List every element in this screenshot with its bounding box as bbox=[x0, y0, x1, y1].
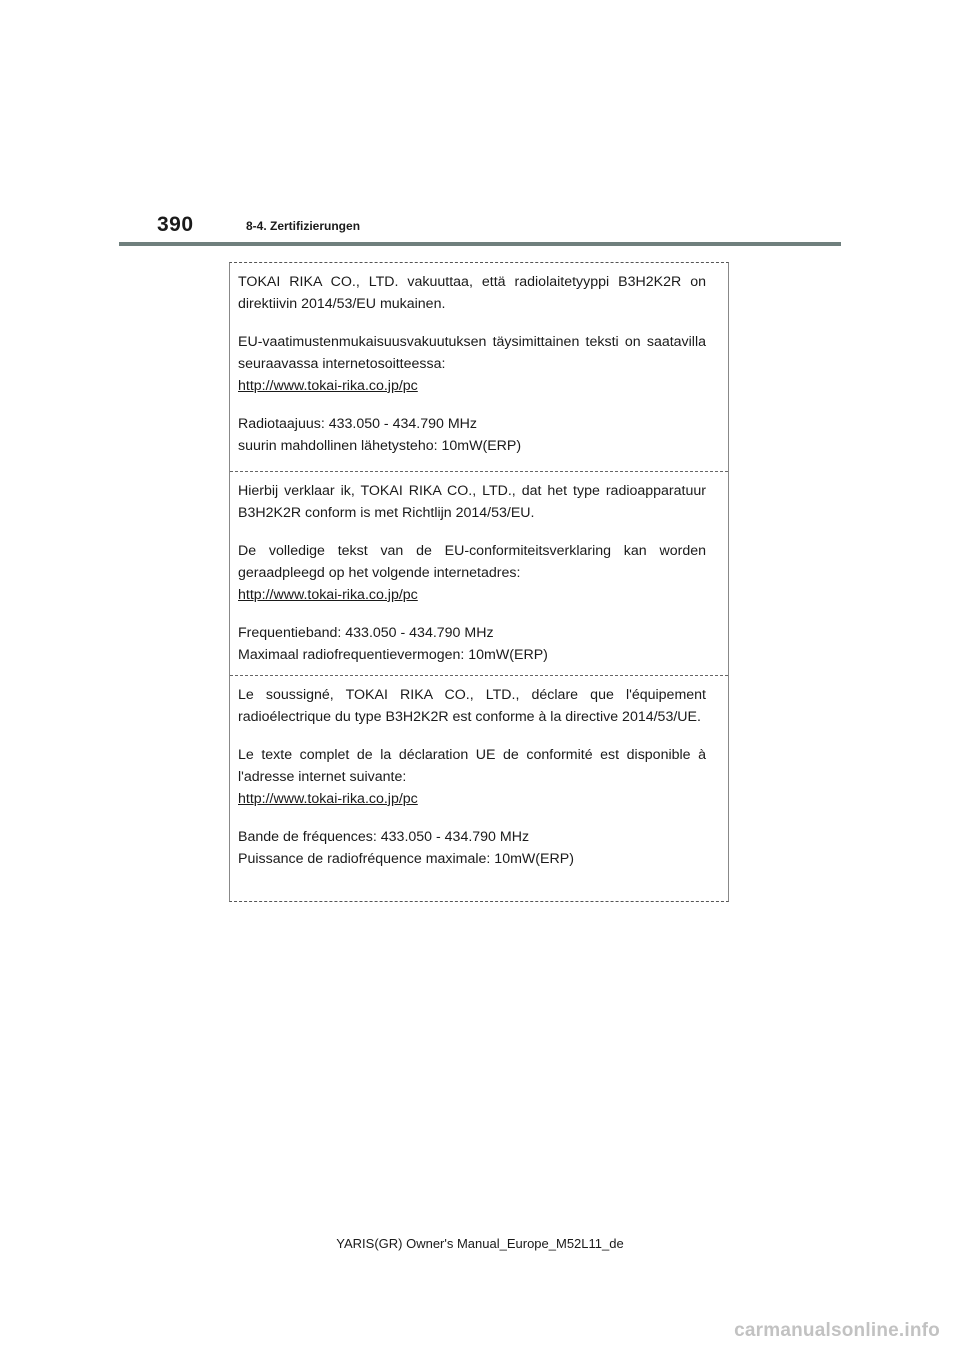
fulltext-text: Le texte complet de la déclaration UE de conformité est disponible à l'adresse internet suivante: bbox=[238, 747, 706, 785]
frequency-band: Frequentieband: 433.050 - 434.790 MHz bbox=[238, 625, 494, 641]
declaration-link[interactable]: http://www.tokai-rika.co.jp/pc bbox=[238, 378, 418, 394]
declaration-text: TOKAI RIKA CO., LTD. vakuuttaa, että radiolaitetyyppi B3H2K2R on direktiivin 2014/53/EU mukainen. bbox=[238, 274, 706, 312]
frequency-band: Bande de fréquences: 433.050 - 434.790 MHz bbox=[238, 829, 530, 845]
fulltext-notice bbox=[238, 744, 706, 810]
certificate-french bbox=[230, 675, 728, 901]
watermark: carmanualsonline.info bbox=[734, 1320, 940, 1341]
declaration-link[interactable]: http://www.tokai-rika.co.jp/pc bbox=[238, 791, 418, 807]
radio-specs bbox=[238, 826, 706, 870]
declaration-text: Le soussigné, TOKAI RIKA CO., LTD., déclare que l'équipement radioélectrique du type B3H2K2R est conforme à la directive 2014/53/UE. bbox=[238, 687, 706, 725]
declaration-text: Hierbij verklaar ik, TOKAI RIKA CO., LTD., dat het type radioapparatuur B3H2K2R conform is met Richtlijn 2014/53/EU. bbox=[238, 483, 706, 521]
max-power: Maximaal radiofrequentievermogen: 10mW(ERP) bbox=[238, 647, 548, 663]
radio-specs bbox=[238, 622, 706, 666]
radio-specs bbox=[238, 413, 706, 457]
certificate-finnish bbox=[230, 263, 728, 471]
certificate-dutch bbox=[230, 471, 728, 675]
declaration-link[interactable]: http://www.tokai-rika.co.jp/pc bbox=[238, 587, 418, 603]
fulltext-notice bbox=[238, 331, 706, 397]
page-number: 390 bbox=[157, 213, 194, 236]
header-divider bbox=[119, 242, 841, 246]
certification-box bbox=[229, 262, 729, 902]
max-power: suurin mahdollinen lähetysteho: 10mW(ERP) bbox=[238, 438, 522, 454]
fulltext-text: EU-vaatimustenmukaisuusvakuutuksen täysimittainen teksti on saatavilla seuraavassa internetosoitteessa: bbox=[238, 334, 706, 372]
fulltext-notice bbox=[238, 540, 706, 606]
manual-footer: YARIS(GR) Owner's Manual_Europe_M52L11_de bbox=[336, 1236, 624, 1251]
max-power: Puissance de radiofréquence maximale: 10mW(ERP) bbox=[238, 851, 574, 867]
section-title: 8-4. Zertifizierungen bbox=[246, 219, 361, 233]
fulltext-text: De volledige tekst van de EU-conformiteitsverklaring kan worden geraadpleegd op het volgende internetadres: bbox=[238, 543, 706, 581]
frequency-band: Radiotaajuus: 433.050 - 434.790 MHz bbox=[238, 416, 477, 432]
